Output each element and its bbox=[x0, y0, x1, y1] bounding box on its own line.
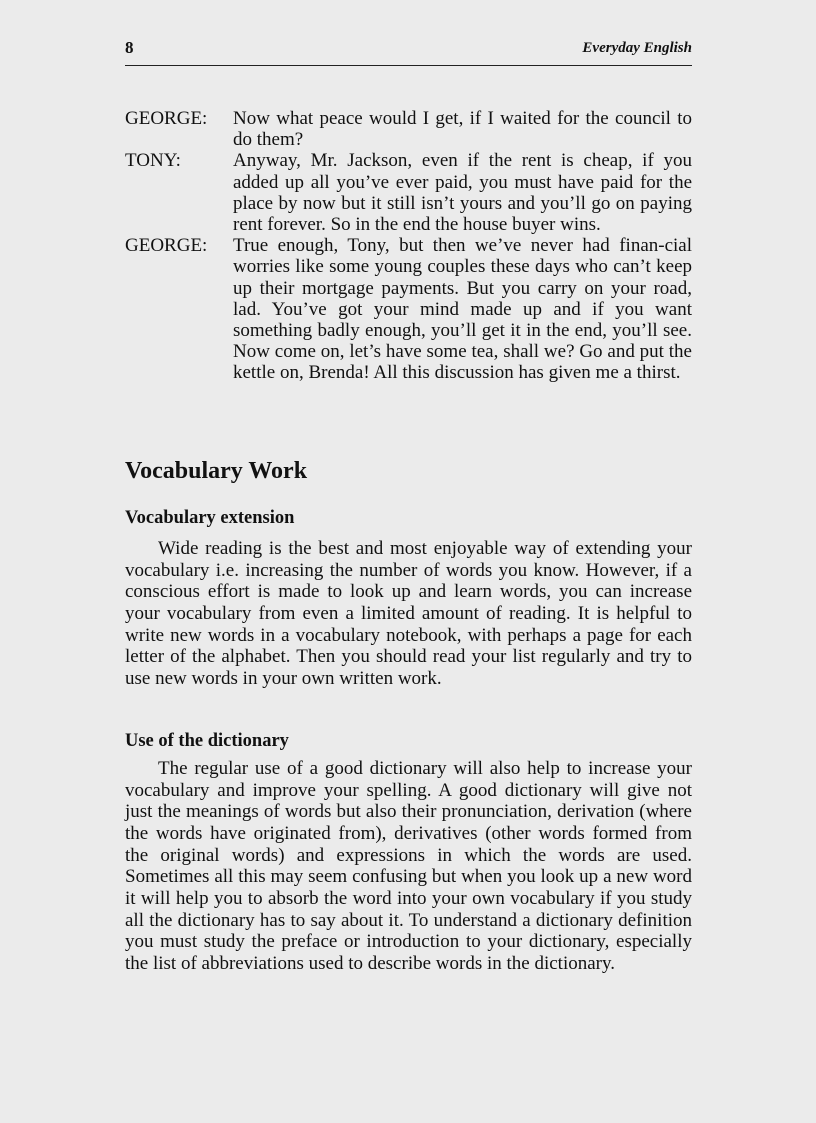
book-title: Everyday English bbox=[582, 40, 692, 56]
page-number: 8 bbox=[125, 38, 134, 57]
speaker-name: GEORGE: bbox=[125, 235, 208, 257]
speaker-name: GEORGE: bbox=[125, 108, 208, 129]
body-paragraph: The regular use of a good dictionary will also help to increase your vocabulary and improve your spelling. A good dictionary will give not just the meanings of words but also their pronunciation, derivation (where the words have originated from), derivatives (other words formed from the original words) and expressions in which the words are used. Sometimes all this may seem confusing but when you look up a new word it will help you to absorb the word into your own vocabulary if you study all the dictionary has to say about it. To understand a dictionary definition you must study the preface or introduction to your dictionary, especially the list of abbreviations used to describe words in the dictionary. bbox=[125, 758, 692, 974]
dialogue-line bbox=[125, 235, 692, 383]
subsection-heading: Use of the dictionary bbox=[125, 731, 289, 751]
header-rule bbox=[125, 65, 692, 66]
speaker-name: TONY: bbox=[125, 150, 181, 172]
section-heading: Vocabulary Work bbox=[125, 458, 308, 484]
speech-text: True enough, Tony, but then we’ve never had finan-cial worries like some young couples these days who can’t keep up their mortgage payments. But you carry on your road, lad. You’ve got your mind made up and if you want something badly enough, you’ll get it in the end, you’ll see. Now come on, let’s have some tea, shall we? Go and put the kettle on, Brenda! All this discussion has given me a thirst. bbox=[233, 235, 692, 384]
dialogue-line bbox=[125, 150, 692, 235]
speech-text: Anyway, Mr. Jackson, even if the rent is cheap, if you added up all you’ve ever paid, you must have paid for the place by now but it still isn’t yours and you’ll go on paying rent forever. So in the end the house buyer wins. bbox=[233, 150, 692, 236]
dialogue-line bbox=[125, 108, 692, 150]
speech-text: Now what peace would I get, if I waited for the council to do them? bbox=[233, 108, 692, 151]
running-head bbox=[125, 36, 692, 60]
subsection-heading: Vocabulary extension bbox=[125, 508, 295, 528]
body-paragraph: Wide reading is the best and most enjoyable way of extending your vocabulary i.e. increasing the number of words you know. However, if a conscious effort is made to look up and learn words, you can increase your vocabulary from even a limited amount of reading. It is helpful to write new words in a vocabulary notebook, with perhaps a page for each letter of the alphabet. Then you should read your list regularly and try to use new words in your own written work. bbox=[125, 538, 692, 689]
dialogue bbox=[125, 108, 692, 384]
